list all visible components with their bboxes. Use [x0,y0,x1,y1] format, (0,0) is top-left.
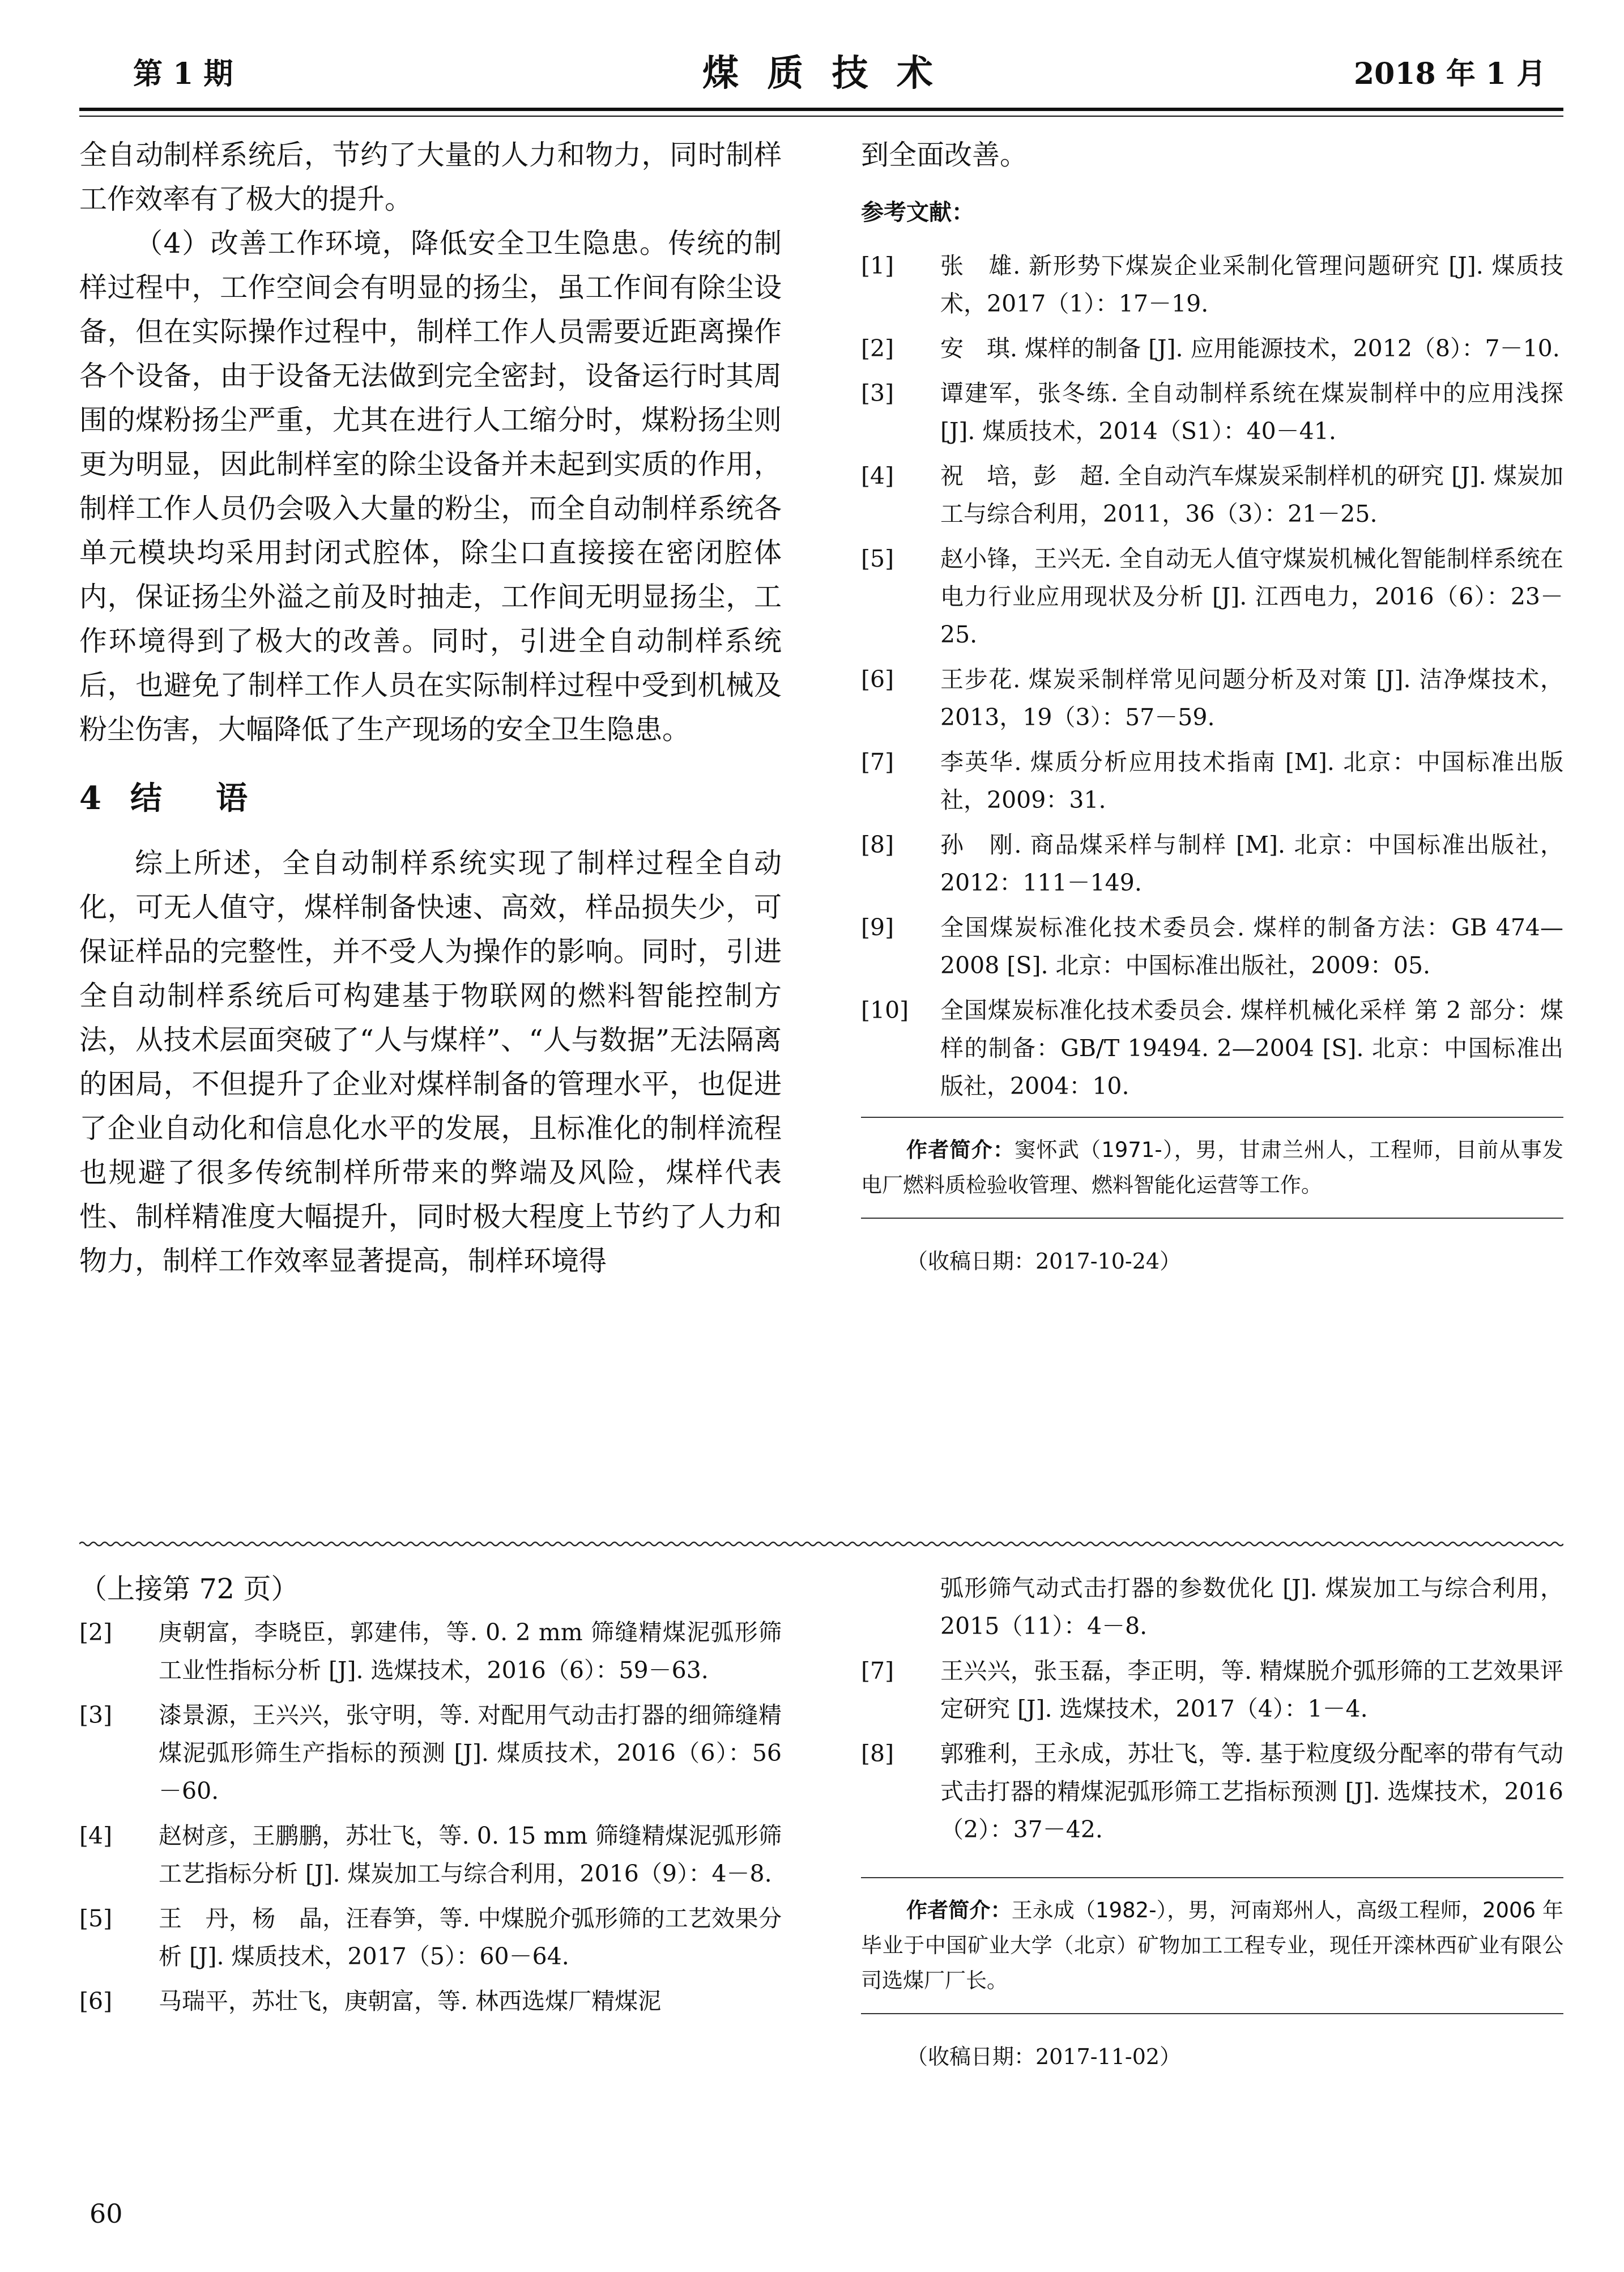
reference-text: 王兴兴，张玉磊，李正明，等. 精煤脱介弧形筛的工艺效果评定研究 [J]. 选煤技术，2017（4）：1－4. [940,1657,1563,1722]
reference-item [861,330,1563,368]
section-number: 4 [79,780,103,817]
reference-number: [8] [861,1740,894,1767]
bottom-left-column [79,1569,782,2027]
reference-text: 漆景源，王兴兴，张守明，等. 对配用气动击打器的细筛缝精煤泥弧形筛生产指标的预测 [J]. 煤质技术，2016（6）：56－60. [159,1701,782,1805]
reference-item [861,540,1563,654]
author-bio [861,1133,1563,1203]
paragraph-continuation: 全自动制样系统后，节约了大量的人力和物力，同时制样工作效率有了极大的提升。 [79,139,782,215]
reference-number: [3] [79,1701,113,1729]
reference-item [861,992,1563,1105]
paragraph-work-environment: （4）改善工作环境，降低安全卫生隐患。传统的制样过程中，工作空间会有明显的扬尘，虽工作间有除尘设备，但在实际操作过程中，制样工作人员需要近距离操作各个设备，由于设备无法做到完全密封，设备运行时其周围的煤粉扬尘严重，尤其在进行人工缩分时，煤粉扬尘则更为明显，因此制样室的除尘设备并未起到实质的作用，制样工作人员仍会吸入大量的粉尘，而全自动制样系统各单元模块均采用封闭式腔体，除尘口直接接在密闭腔体内，保证扬尘外溢之前及时抽走，工作间无明显扬尘，工作环境得到了极大的改善。同时，引进全自动制样系统后，也避免了制样工作人员在实际制样过程中受到机械及粉尘伤害，大幅降低了生产现场的安全卫生隐患。 [79,227,782,746]
journal-title: 煤 质 技 术 [702,52,941,95]
reference-text: 张 雄. 新形势下煤炭企业采制化管理问题研究 [J]. 煤质技术，2017（1）：17－19. [940,252,1563,317]
reference-number: [8] [861,831,894,858]
reference-item [861,247,1563,323]
reference-number: [4] [79,1822,113,1849]
page-number: 60 [89,2198,123,2229]
author-text: 窦怀武（1971-），男，甘肃兰州人，工程师，目前从事发电厂燃料质检验收管理、燃料智能化运营等工作。 [861,1138,1563,1197]
reference-list [861,247,1563,1105]
article-divider [79,1540,1563,1548]
paragraph-continuation-right: 到全面改善。 [861,139,1028,171]
reference-number: [6] [861,666,894,693]
reference-item [861,375,1563,450]
author-label: 作者简介： [906,1138,1015,1162]
section-title: 结语 [130,780,301,817]
reference-item [861,909,1563,985]
reference-text: 全国煤炭标准化技术委员会. 煤样机械化采样 第 2 部分：煤样的制备：GB/T 19494. 2—2004 [S]. 北京：中国标准出版社，2004：10. [940,997,1563,1100]
reference-number: [7] [861,748,894,776]
author-rule-top [861,1117,1563,1118]
reference-text: 王 丹，杨 晶，汪春笋，等. 中煤脱介弧形筛的工艺效果分析 [J]. 煤质技术，2017（5）：60－64. [159,1905,782,1970]
section-heading [79,773,782,819]
reference-item [861,1735,1563,1849]
author-rule-top [861,1877,1563,1878]
reference-item [861,457,1563,533]
reference-item [79,1696,782,1810]
reference-text: 王步花. 煤炭采制样常见问题分析及对策 [J]. 洁净煤技术，2013，19（3）：57－59. [940,666,1563,731]
reference-item [861,826,1563,902]
right-column [861,133,1563,1275]
author-text: 王永成（1982-），男，河南郑州人，高级工程师，2006 年毕业于中国矿业大学（北京）矿物加工工程专业，现任开滦林西矿业有限公司选煤厂厂长。 [861,1898,1564,1993]
reference-item [79,1817,782,1893]
author-rule-bottom [861,2013,1563,2014]
reference-item [861,743,1563,819]
reference-continuation [861,1569,1563,1645]
reference-text: 祝 培，彭 超. 全自动汽车煤炭采制样机的研究 [J]. 煤炭加工与综合利用，2011，36（3）：21－25. [940,462,1563,527]
reference-text: 孙 刚. 商品煤采样与制样 [M]. 北京：中国标准出版社，2012：111－149. [940,831,1563,896]
reference-number: [1] [861,252,894,279]
bottom-right-column [861,1569,1563,2070]
reference-number: [5] [79,1905,113,1932]
reference-number: [5] [861,545,894,572]
left-column [79,133,782,1283]
issue-number: 第 1 期 [133,57,233,91]
reference-number: [2] [79,1619,113,1646]
reference-item [861,1652,1563,1728]
continuation-label: （上接第 72 页） [79,1573,299,1605]
reference-number: [2] [861,335,894,362]
received-date: （收稿日期：2017-11-02） [906,2044,1182,2069]
reference-number: [4] [861,462,894,490]
reference-item [79,1900,782,1976]
reference-number: [7] [861,1657,894,1684]
reference-text: 全国煤炭标准化技术委员会. 煤样的制备方法：GB 474—2008 [S]. 北京：中国标准出版社，2009：05. [940,914,1563,979]
author-label: 作者简介： [906,1898,1012,1922]
header-rule [79,108,1563,111]
author-rule-bottom [861,1218,1563,1219]
reference-item [861,661,1563,737]
references-heading: 参考文献： [861,199,974,226]
header-rule-thin [79,116,1563,117]
reference-text: 谭建军，张冬练. 全自动制样系统在煤炭制样中的应用浅探 [J]. 煤质技术，2014（S1）：40－41. [940,380,1563,445]
reference-number: [10] [861,997,909,1024]
reference-text: 郭雅利，王永成，苏壮飞，等. 基于粒度级分配率的带有气动式击打器的精煤泥弧形筛工艺指标预测 [J]. 选煤技术，2016（2）：37－42. [940,1740,1563,1843]
author-bio [861,1893,1563,1998]
reference-text: 庚朝富，李晓臣，郭建伟，等. 0. 2 mm 筛缝精煤泥弧形筛工业性指标分析 [J]. 选煤技术，2016（6）：59－63. [159,1619,782,1684]
issue-date: 2018 年 1 月 [1354,57,1546,91]
reference-text: 弧形筛气动式击打器的参数优化 [J]. 煤炭加工与综合利用，2015（11）：4－8. [940,1575,1563,1640]
paragraph-conclusion: 综上所述，全自动制样系统实现了制样过程全自动化，可无人值守，煤样制备快速、高效，样品损失少，可保证样品的完整性，并不受人为操作的影响。同时，引进全自动制样系统后可构建基于物联网的燃料智能控制方法，从技术层面突破了“人与煤样”、“人与数据”无法隔离的困局，不但提升了企业对煤样制备的管理水平，也促进了企业自动化和信息化水平的发展，且标准化的制样流程也规避了很多传统制样所带来的弊端及风险，煤样代表性、制样精准度大幅提升，同时极大程度上节约了人力和物力，制样工作效率显著提高，制样环境得 [79,847,782,1277]
reference-text: 赵小锋，王兴无. 全自动无人值守煤炭机械化智能制样系统在电力行业应用现状及分析 [J]. 江西电力，2016（6）：23－25. [940,545,1563,648]
reference-number: [9] [861,914,894,941]
reference-text: 李英华. 煤质分析应用技术指南 [M]. 北京：中国标准出版社，2009：31. [940,748,1563,814]
reference-text: 马瑞平，苏壮飞，庚朝富，等. 林西选煤厂精煤泥 [159,1988,662,2015]
received-date: （收稿日期：2017-10-24） [906,1249,1182,1274]
reference-item [79,1982,782,2020]
reference-number: [6] [79,1988,113,2015]
reference-text: 安 琪. 煤样的制备 [J]. 应用能源技术，2012（8）：7－10. [940,335,1560,362]
reference-text: 赵树彦，王鹏鹏，苏壮飞，等. 0. 15 mm 筛缝精煤泥弧形筛工艺指标分析 [J]. 煤炭加工与综合利用，2016（9）：4－8. [159,1822,782,1887]
reference-item [79,1614,782,1690]
reference-number: [3] [861,380,894,407]
